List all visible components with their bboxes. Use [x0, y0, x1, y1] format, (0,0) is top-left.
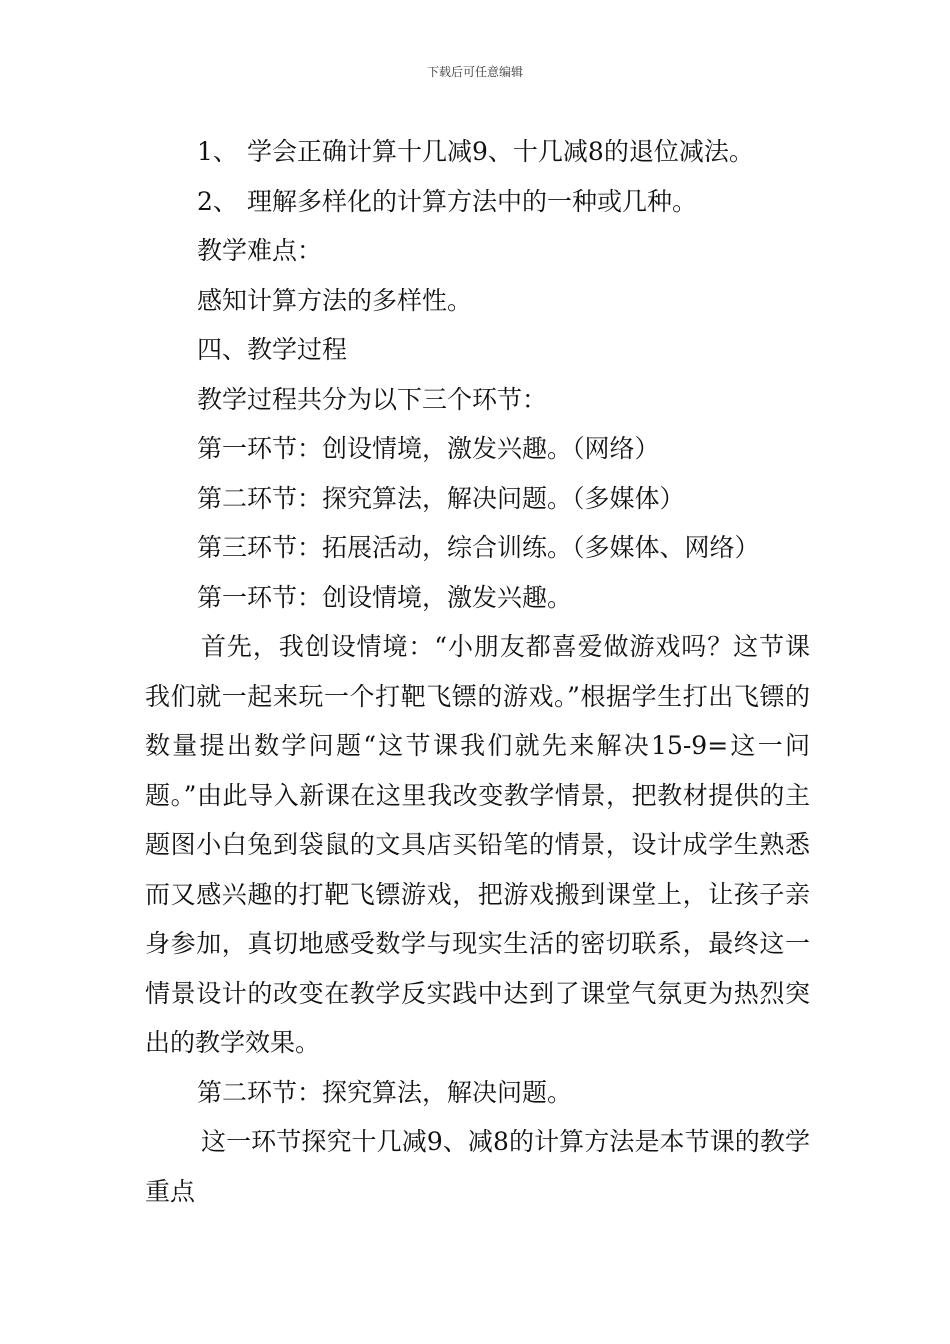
goal-text: 学会正确计算十几减9、十几减8的退位减法。	[247, 137, 754, 166]
stage2-heading: 第二环节：探究算法，解决问题。	[197, 1077, 573, 1107]
goal-number: 1、	[197, 137, 238, 166]
stage1-heading: 第一环节：创设情境，激发兴趣。	[197, 582, 573, 612]
stage-item-1: 第一环节：创设情境，激发兴趣。（网络）	[197, 434, 660, 463]
section-heading: 四、教学过程	[197, 335, 348, 364]
stage2-paragraph: 这一环节探究十几减9、减8的计算方法是本节课的教学重点	[145, 1127, 810, 1206]
goal-text: 理解多样化的计算方法中的一种或几种。	[247, 186, 698, 216]
goal-number: 2、	[197, 186, 238, 216]
page-header-note: 下载后可任意编辑	[426, 65, 523, 79]
document-body	[145, 127, 810, 1216]
stage-item-3: 第三环节：拓展活动，综合训练。（多媒体、网络）	[197, 533, 760, 562]
process-intro: 教学过程共分为以下三个环节：	[197, 384, 548, 414]
stage1-paragraph: 首先，我创设情境：“小朋友都喜爱做游戏吗？这节课我们就一起来玩一个打靶飞镖的游戏。”根据学生打出飞镖的数量提出数学问题“这节课我们就先来解决15-9=这一问题。”由此导入新课在这里我改变教学情景，把教材提供的主题图小白兔到袋鼠的文具店买铅笔的情景，设计成学生熟悉而又感兴趣的打靶飞镖游戏，把游戏搬到课堂上，让孩子亲身参加，真切地感受数学与现实生活的密切联系，最终这一情景设计的改变在教学反实践中达到了课堂气氛更为热烈突出的教学效果。	[145, 632, 810, 1057]
goal-item-1	[145, 127, 810, 177]
difficulty-heading: 教学难点：	[197, 236, 323, 265]
stage-item-2: 第二环节：探究算法，解决问题。（多媒体）	[197, 483, 685, 513]
difficulty-text: 感知计算方法的多样性。	[197, 285, 473, 315]
goal-item-2	[145, 177, 810, 227]
